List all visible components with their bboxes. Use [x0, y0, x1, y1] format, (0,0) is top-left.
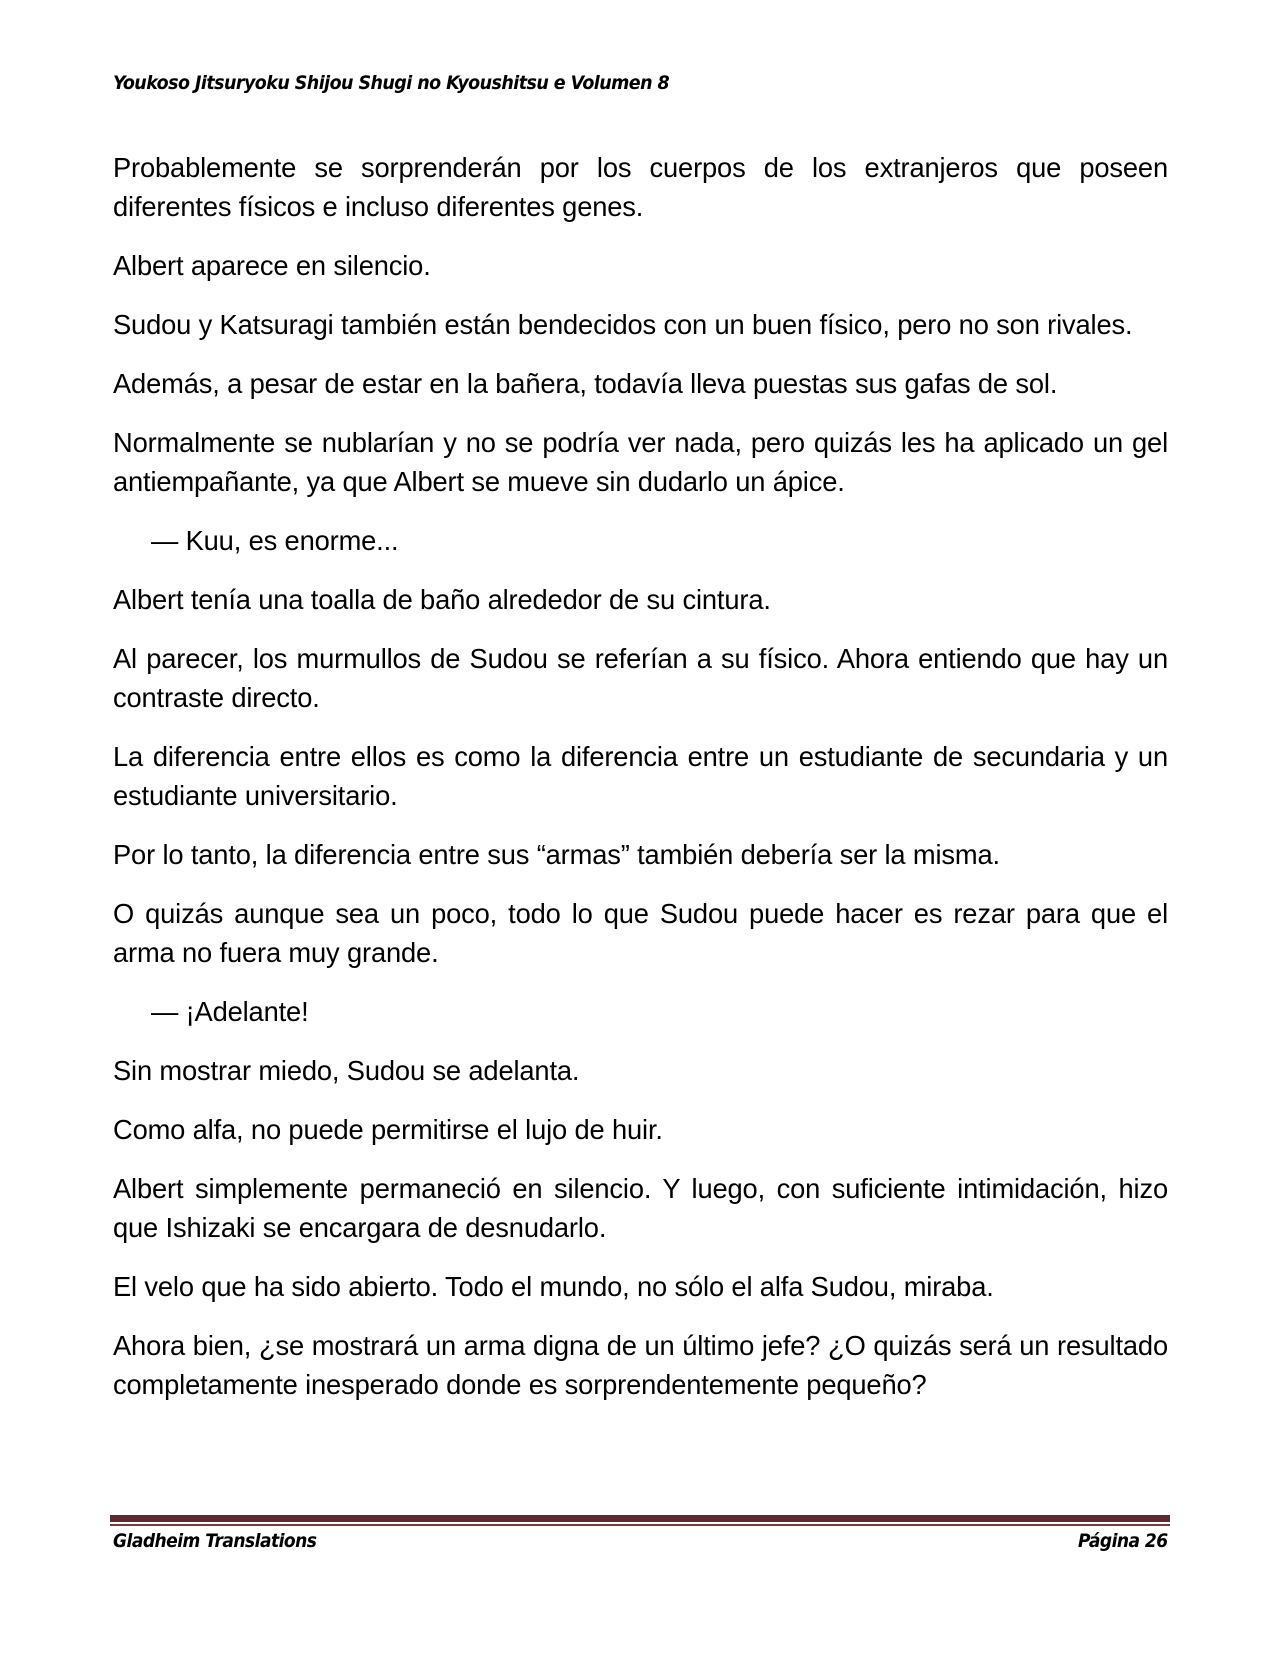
paragraph: La diferencia entre ellos es como la diferencia entre un estudiante de secundaria y un estudiante universitario. — [113, 741, 1168, 811]
footer-page-number: Página 26 — [1078, 1530, 1168, 1552]
footer-translator-credit: Gladheim Translations — [113, 1530, 317, 1552]
paragraph: Sudou y Katsuragi también están bendecidos con un buen físico, pero no son rivales. — [113, 309, 1133, 340]
footer-rule-thin — [110, 1524, 1170, 1526]
paragraph: Como alfa, no puede permitirse el lujo de huir. — [113, 1114, 663, 1145]
page-body — [113, 148, 1168, 1424]
footer-rule — [110, 1515, 1170, 1522]
paragraph: Ahora bien, ¿se mostrará un arma digna de un último jefe? ¿O quizás será un resultado completamente inesperado donde es sorprendentemente pequeño? — [113, 1330, 1168, 1400]
running-header-title: Youkoso Jitsuryoku Shijou Shugi no Kyoushitsu e Volumen 8 — [113, 72, 670, 94]
paragraph: Además, a pesar de estar en la bañera, todavía lleva puestas sus gafas de sol. — [113, 368, 1058, 399]
paragraph: Sin mostrar miedo, Sudou se adelanta. — [113, 1055, 580, 1086]
paragraph: Albert aparece en silencio. — [113, 250, 431, 281]
paragraph: Albert simplemente permaneció en silencio. Y luego, con suficiente intimidación, hizo que Ishizaki se encargara de desnudarlo. — [113, 1173, 1168, 1243]
paragraph: Al parecer, los murmullos de Sudou se referían a su físico. Ahora entiendo que hay un contraste directo. — [113, 643, 1168, 713]
paragraph: Albert tenía una toalla de baño alrededor de su cintura. — [113, 584, 771, 615]
paragraph: Normalmente se nublarían y no se podría ver nada, pero quizás les ha aplicado un gel antiempañante, ya que Albert se mueve sin dudarlo un ápice. — [113, 427, 1168, 497]
dialogue-line: — ¡Adelante! — [151, 996, 309, 1027]
paragraph: Por lo tanto, la diferencia entre sus “armas” también debería ser la misma. — [113, 839, 1000, 870]
dialogue-line: — Kuu, es enorme... — [151, 525, 399, 556]
paragraph: O quizás aunque sea un poco, todo lo que Sudou puede hacer es rezar para que el arma no fuera muy grande. — [113, 898, 1168, 968]
paragraph: Probablemente se sorprenderán por los cuerpos de los extranjeros que poseen diferentes físicos e incluso diferentes genes. — [113, 152, 1168, 222]
paragraph: El velo que ha sido abierto. Todo el mundo, no sólo el alfa Sudou, miraba. — [113, 1271, 994, 1302]
